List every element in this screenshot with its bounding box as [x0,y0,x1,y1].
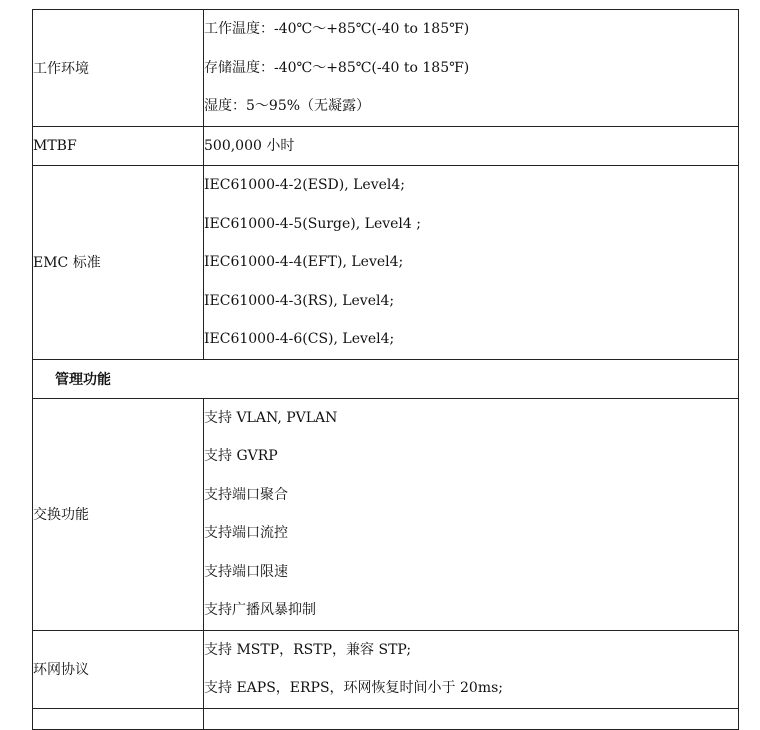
row-values [204,166,739,360]
table-row [33,630,739,708]
row-label: MTBF [33,126,204,166]
row-values [204,10,739,127]
value-line: IEC61000-4-4(EFT), Level4; [204,254,404,270]
table-row [33,10,739,127]
value-line: 工作温度：-40℃～+85℃(-40 to 185℉) [204,21,470,37]
row-label [33,708,204,729]
table-row [33,708,739,729]
row-label: 交换功能 [33,398,204,630]
value-line: 支持 VLAN, PVLAN [204,409,338,426]
table-row [33,166,739,360]
value-line: 支持端口限速 [204,563,288,580]
value-line: IEC61000-4-3(RS), Level4; [204,292,395,309]
row-label: 环网协议 [33,630,204,708]
value-line: 支持 GVRP [204,448,278,464]
value-line: 500,000 小时 [204,137,295,154]
row-values [204,126,739,166]
table-row [33,398,739,630]
row-values [204,630,739,708]
value-line: 支持端口流控 [204,525,288,541]
row-label: 工作环境 [33,10,204,127]
value-line: IEC61000-4-6(CS), Level4; [204,331,395,347]
value-line: IEC61000-4-2(ESD), Level4; [204,177,406,193]
spec-table [32,9,739,730]
value-line: 支持端口聚合 [204,486,288,503]
table-row [33,126,739,166]
row-values [204,708,739,729]
section-row [33,359,739,398]
row-label: EMC 标准 [33,166,204,360]
value-line: 支持 MSTP，RSTP，兼容 STP; [204,641,412,658]
value-line: 存储温度：-40℃～+85℃(-40 to 185℉) [204,59,470,76]
section-heading: 管理功能 [33,359,739,398]
value-line: 支持 EAPS，ERPS，环网恢复时间小于 20ms; [204,680,504,696]
value-line: 湿度：5～95%（无凝露） [204,98,371,114]
value-line: 支持广播风暴抑制 [204,602,316,618]
row-values [204,398,739,630]
value-line: IEC61000-4-5(Surge), Level4 ; [204,215,421,232]
